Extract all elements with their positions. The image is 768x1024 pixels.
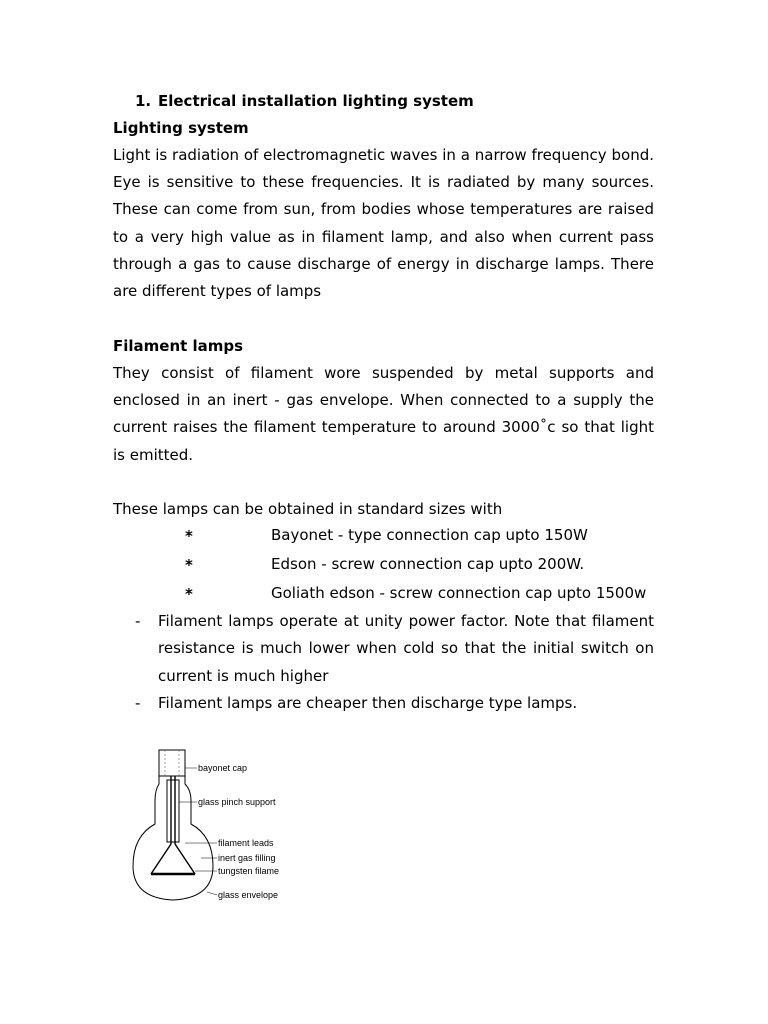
note-text: Filament lamps operate at unity power factor. Note that filament resistance is much lower when cold so that the initial switch on current is much higher [158,612,654,685]
bayonet-cap-shape [159,750,185,776]
label-bayonet-cap: bayonet cap [198,763,248,773]
note-text: Filament lamps are cheaper then discharge type lamps. [158,694,578,712]
lighting-system-title: Lighting system [113,119,249,137]
sizes-intro: These lamps can be obtained in standard sizes with [113,500,503,518]
size-bullet-text: Goliath edson - screw connection cap upto 1500w [271,584,647,602]
filament-lamps-body: They consist of filament wore suspended by metal supports and enclosed in an inert - gas envelope. When connected to a supply the current raises the filament temperature to around 3000˚c so that light is emitted. [113,364,654,464]
filament-lamp-diagram [125,746,295,904]
label-filament-leads: filament leads [218,838,274,848]
label-glass-envelope: glass envelope [218,890,279,900]
size-bullet-text: Edson - screw connection cap upto 200W. [271,555,585,573]
glass-envelope-shape [133,776,213,900]
filament-lamps-title: Filament lamps [113,337,244,355]
note-dash-marker: - [135,612,141,630]
heading-number: 1. [135,92,152,110]
glass-pinch-shape [167,780,179,842]
heading-title: Electrical installation lighting system [158,92,474,110]
size-bullet-marker: * [185,556,193,574]
note-dash-marker: - [135,694,141,712]
label-inert-gas-filling: inert gas filling [218,853,276,863]
size-bullet-marker: * [185,585,193,603]
size-bullet-text: Bayonet - type connection cap upto 150W [271,526,588,544]
label-glass-pinch-support: glass pinch support [198,797,276,807]
lighting-system-body: Light is radiation of electromagnetic waves in a narrow frequency bond. Eye is sensitive to these frequencies. It is radiated by many sources. These can come from sun, from bodies whose temperatures are raised to a very high value as in filament lamp, and also when current pass through a gas to cause discharge of energy in discharge lamps. There are different types of lamps [113,146,654,301]
label-tungsten-filament: tungsten filame [218,866,280,876]
size-bullet-marker: * [185,527,193,545]
